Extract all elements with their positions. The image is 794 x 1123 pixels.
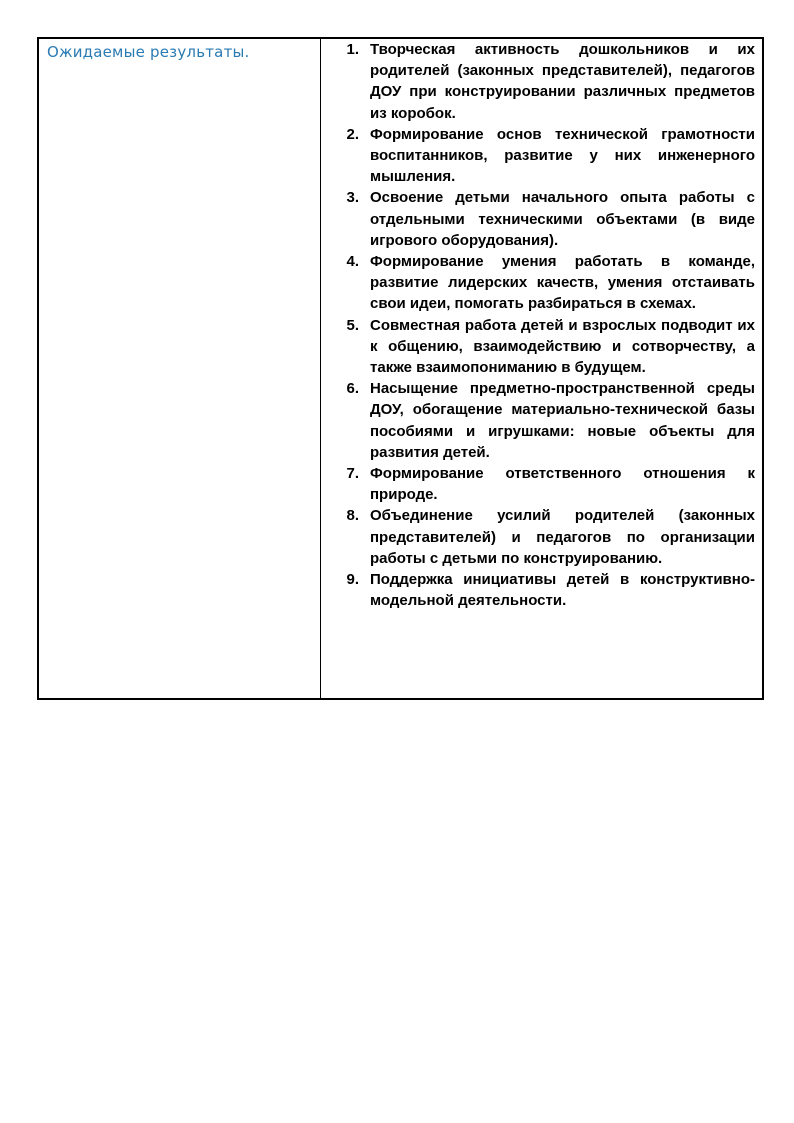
- list-item: [321, 315, 755, 379]
- item-text: Формирование основ технической грамотности воспитанников, развитие у них инженерного мышления.: [370, 125, 755, 186]
- item-number: 2.: [346, 125, 359, 143]
- list-item: [321, 39, 755, 124]
- list-item: [321, 463, 755, 505]
- list-item: [321, 378, 755, 463]
- list-item: [321, 187, 755, 251]
- list-item: [321, 251, 755, 315]
- label-cell: [39, 39, 321, 698]
- list-item: [321, 505, 755, 569]
- item-text: Освоение детьми начального опыта работы с отдельными техническими объектами (в виде игрового оборудования).: [370, 189, 755, 249]
- item-text: Творческая активность дошкольников и их родителей (законных представителей), педагогов ДОУ при конструировании различных предметов из коробок.: [370, 41, 755, 122]
- content-cell: [321, 39, 762, 698]
- item-number: 7.: [346, 465, 359, 483]
- item-text: Поддержка инициативы детей в конструктивно-модельной деятельности.: [370, 571, 755, 610]
- item-number: 4.: [346, 253, 359, 271]
- item-text: Формирование умения работать в команде, развитие лидерских качеств, умения отстаивать свои идеи, помогать разбираться в схемах.: [370, 253, 755, 313]
- item-text: Формирование ответственного отношения к природе.: [370, 465, 755, 504]
- expected-results-table: [37, 37, 764, 700]
- list-item: [321, 124, 755, 188]
- item-number: 8.: [346, 507, 359, 525]
- list-item: [321, 569, 755, 611]
- item-number: 6.: [346, 380, 359, 398]
- item-number: 5.: [346, 316, 359, 334]
- item-text: Насыщение предметно-пространственной среды ДОУ, обогащение материально-технической базы пособиями и игрушками: новые объекты для развития детей.: [370, 380, 755, 461]
- item-number: 1.: [346, 41, 359, 58]
- section-heading: Ожидаемые результаты.: [47, 43, 250, 61]
- item-text: Совместная работа детей и взрослых подводит их к общению, взаимодействию и сотворчеству, а также взаимопониманию в будущем.: [370, 316, 755, 377]
- item-number: 3.: [346, 189, 359, 207]
- item-text: Объединение усилий родителей (законных представителей) и педагогов по организации работы с детьми по конструированию.: [370, 507, 755, 567]
- results-list: [321, 39, 755, 611]
- item-number: 9.: [346, 571, 359, 589]
